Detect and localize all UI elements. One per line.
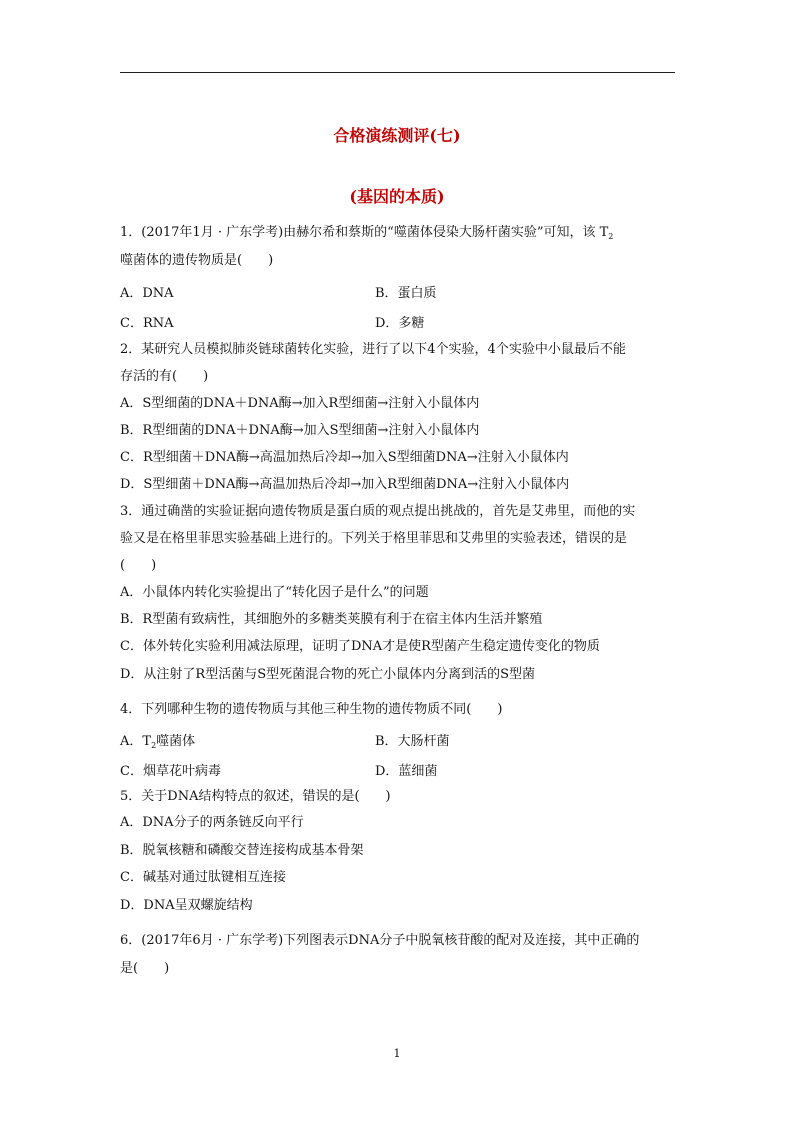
q5-option-a: A．DNA分子的两条链反向平行 — [120, 815, 304, 830]
q4-option-c: C．烟草花叶病毒 — [120, 764, 221, 779]
q1-stem-line1: 1．(2017年1月 · 广东学考)由赫尔希和蔡斯的“噬菌体侵染大肠杆菌实验”可知，该 $T_2$ — [120, 225, 614, 241]
q5-option-d: D．DNA呈双螺旋结构 — [120, 898, 253, 913]
q1-option-a: A．DNA — [120, 286, 174, 301]
q4-option-d: D．蓝细菌 — [375, 764, 438, 779]
q2-option-d: D．S型细菌＋DNA酶→高温加热后冷却→加入R型细菌DNA→注射入小鼠体内 — [120, 477, 570, 492]
q1-option-b: B．蛋白质 — [375, 286, 437, 301]
q2-option-a: A．S型细菌的DNA＋DNA酶→加入R型细菌→注射入小鼠体内 — [120, 396, 480, 411]
q2-stem-line2: 存活的有( ) — [120, 369, 209, 384]
q6-stem-line1: 6．(2017年6月 · 广东学考)下列图表示DNA分子中脱氧核苷酸的配对及连接，其中正确的 — [120, 933, 640, 948]
q1-stem-line2: 噬菌体的遗传物质是( ) — [120, 253, 274, 268]
q6-stem-line2: 是( ) — [120, 961, 170, 976]
page-title: 合格演练测评(七) — [333, 126, 461, 145]
q5-option-c: C．碱基对通过肽键相互连接 — [120, 870, 286, 885]
q2-option-c: C．R型细菌＋DNA酶→高温加热后冷却→加入S型细菌DNA→注射入小鼠体内 — [120, 450, 569, 465]
q2-stem-line1: 2．某研究人员模拟肺炎链球菌转化实验，进行了以下4个实验，4个实验中小鼠最后不能 — [120, 342, 626, 357]
q3-option-b: B．R型菌有致病性，其细胞外的多糖类荚膜有利于在宿主体内生活并繁殖 — [120, 612, 543, 627]
q3-stem-line3: ( ) — [120, 558, 157, 573]
page-subtitle: (基因的本质) — [349, 187, 445, 206]
header-rule — [120, 72, 675, 73]
q3-option-d: D．从注射了R型活菌与S型死菌混合物的死亡小鼠体内分离到活的S型菌 — [120, 667, 536, 682]
q1-option-d: D．多糖 — [375, 316, 425, 331]
q5-stem-line1: 5．关于DNA结构特点的叙述，错误的是( ) — [120, 789, 391, 804]
q4-option-a: A．$T_2$噬菌体 — [120, 734, 196, 750]
q3-stem-line2: 验又是在格里菲思实验基础上进行的。下列关于格里菲思和艾弗里的实验表述，错误的是 — [120, 531, 628, 546]
q2-option-b: B．R型细菌的DNA＋DNA酶→加入S型细菌→注射入小鼠体内 — [120, 423, 480, 438]
q3-stem-line1: 3．通过确凿的实验证据向遗传物质是蛋白质的观点提出挑战的，首先是艾弗里，而他的实 — [120, 504, 636, 519]
q1-option-c: C．RNA — [120, 316, 174, 331]
q4-stem-line1: 4．下列哪种生物的遗传物质与其他三种生物的遗传物质不同( ) — [120, 702, 503, 717]
q4-option-b: B．大肠杆菌 — [375, 734, 450, 749]
q3-option-c: C．体外转化实验利用减法原理，证明了DNA才是使R型菌产生稳定遗传变化的物质 — [120, 639, 600, 654]
page-number: 1 — [393, 1047, 401, 1060]
q3-option-a: A．小鼠体内转化实验提出了“转化因子是什么”的问题 — [120, 585, 429, 600]
q5-option-b: B．脱氧核糖和磷酸交替连接构成基本骨架 — [120, 843, 364, 858]
